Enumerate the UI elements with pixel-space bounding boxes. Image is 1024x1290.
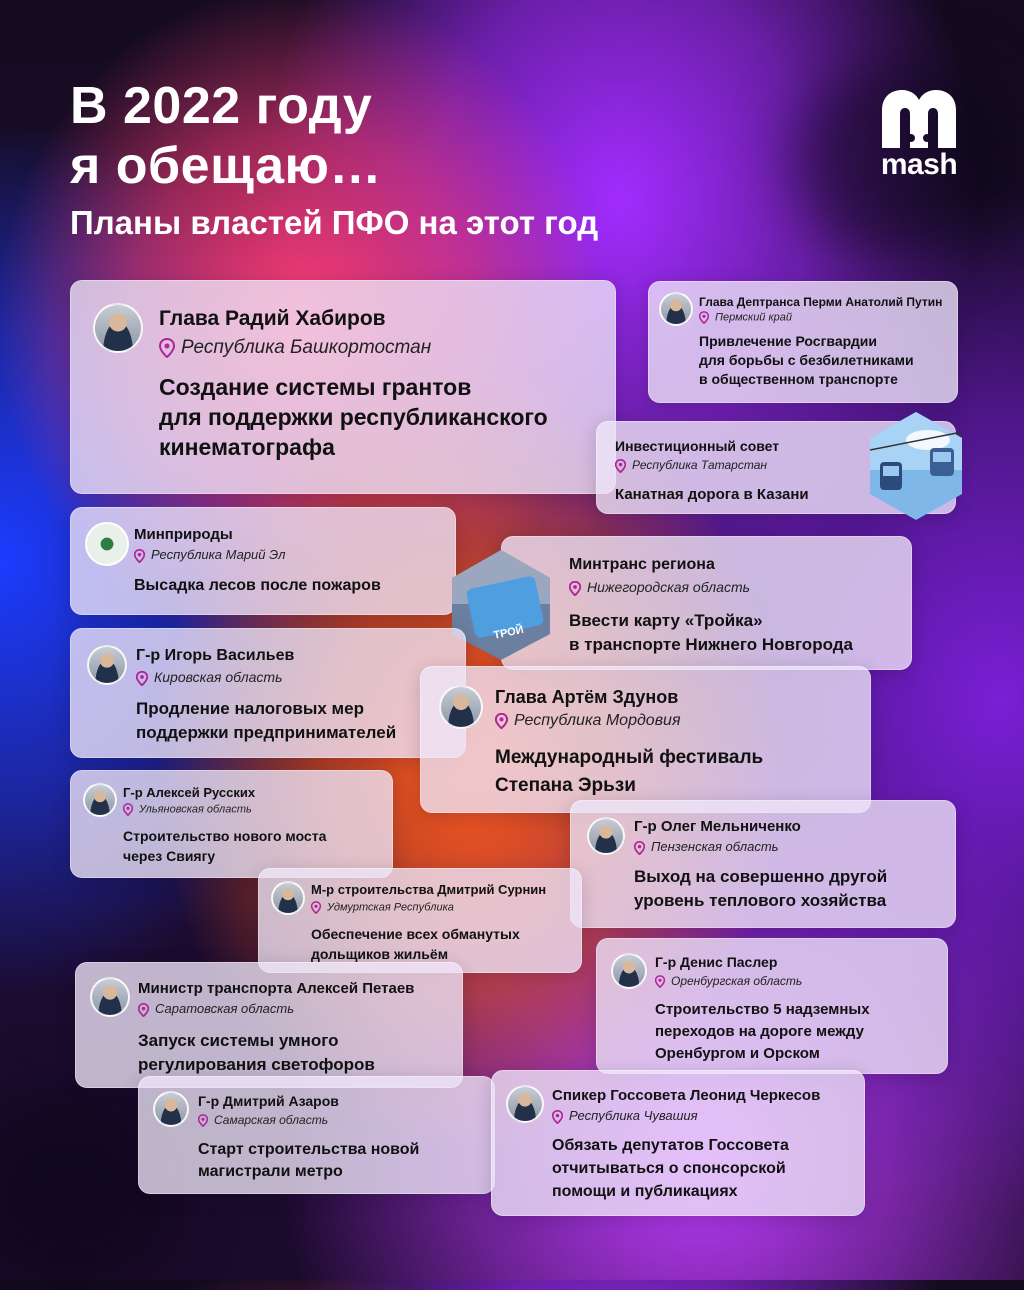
card-description: Продление налоговых мер поддержки предпринимателей xyxy=(136,699,397,742)
card-description: Выход на совершенно другой уровень теплового хозяйства xyxy=(634,867,888,910)
card-author: Г-р Олег Мельниченко xyxy=(634,818,801,835)
title-line-1: В 2022 году xyxy=(70,77,373,135)
mash-logo xyxy=(876,88,962,184)
location-pin-icon xyxy=(134,549,145,563)
card-region: Республика Башкортостан xyxy=(159,337,431,359)
card-description: Обеспечение всех обманутых дольщиков жильём xyxy=(311,926,520,962)
card-azarov xyxy=(138,1076,495,1194)
card-description: Ввести карту «Тройка» в транспорте Нижнего Новгорода xyxy=(569,611,853,654)
card-author: Г-р Дмитрий Азаров xyxy=(198,1093,339,1109)
avatar xyxy=(83,783,117,817)
card-author: Глава Дептранса Перми Анатолий Путин xyxy=(699,295,943,309)
card-author: Глава Радий Хабиров xyxy=(159,307,386,330)
card-author: Министр транспорта Алексей Петаев xyxy=(138,980,415,997)
cable-car-image xyxy=(866,410,966,522)
card-nizhny-novgorod xyxy=(501,536,912,670)
card-description: Строительство нового моста через Свиягу xyxy=(123,828,327,864)
avatar xyxy=(90,977,130,1017)
card-author: М-р строительства Дмитрий Сурнин xyxy=(311,882,547,897)
card-description: Обязать депутатов Госсовета отчитываться о спонсорской помощи и публикациях xyxy=(552,1137,789,1200)
card-region: Самарская область xyxy=(198,1113,328,1127)
card-description: Строительство 5 надземных переходов на дороге между Оренбургом и Орском xyxy=(655,1001,870,1062)
location-pin-icon xyxy=(136,671,148,686)
location-pin-icon xyxy=(634,841,645,855)
card-surnin xyxy=(258,868,582,973)
card-description: Создание системы грантов для поддержки республиканского кинематографа xyxy=(159,374,548,460)
avatar xyxy=(659,292,693,326)
card-author: Г-р Алексей Русских xyxy=(123,785,256,800)
card-vasilyev xyxy=(70,628,466,758)
card-melnichenko xyxy=(570,800,956,928)
page-title xyxy=(70,76,382,196)
avatar xyxy=(506,1085,544,1123)
card-region: Кировская область xyxy=(136,669,282,686)
card-region: Оренбургская область xyxy=(655,974,802,988)
avatar xyxy=(611,953,647,989)
card-region: Пермский край xyxy=(699,311,792,324)
location-pin-icon xyxy=(123,803,133,816)
card-region: Республика Татарстан xyxy=(615,458,767,473)
mash-logo-text: mash xyxy=(880,148,958,181)
card-region: Саратовская область xyxy=(138,1001,294,1017)
location-pin-icon xyxy=(495,713,508,729)
card-region: Удмуртская Республика xyxy=(311,901,454,914)
card-khabirov xyxy=(70,280,616,494)
card-author: Инвестиционный совет xyxy=(615,438,780,454)
page-subtitle: Планы властей ПФО на этот год xyxy=(70,204,599,241)
emblem-icon xyxy=(85,522,129,566)
card-russkikh xyxy=(70,770,393,878)
location-pin-icon xyxy=(569,581,581,596)
card-region: Республика Чувашия xyxy=(552,1108,698,1124)
card-author: Минтранс региона xyxy=(569,556,715,573)
card-author: Г-р Игорь Васильев xyxy=(136,647,295,664)
card-petaev xyxy=(75,962,463,1088)
location-pin-icon xyxy=(552,1110,563,1124)
card-putin-perm xyxy=(648,281,958,403)
card-pasler xyxy=(596,938,948,1074)
card-description: Высадка лесов после пожаров xyxy=(134,577,381,594)
card-region: Республика Мордовия xyxy=(495,712,681,730)
card-region: Республика Марий Эл xyxy=(134,547,285,563)
card-region: Пензенская область xyxy=(634,839,779,855)
avatar xyxy=(93,303,143,353)
card-mari-el xyxy=(70,507,456,615)
avatar xyxy=(439,685,483,729)
card-region: Нижегородская область xyxy=(569,579,750,596)
card-description: Привлечение Росгвардии для борьбы с безбилетниками в общественном транспорте xyxy=(699,333,914,387)
card-description: Старт строительства новой магистрали метро xyxy=(198,1141,420,1180)
card-zdunov xyxy=(420,666,871,813)
mash-m-icon xyxy=(876,88,962,150)
card-region: Ульяновская область xyxy=(123,803,252,816)
location-pin-icon xyxy=(159,338,175,358)
avatar xyxy=(87,645,127,685)
card-description: Международный фестиваль Степана Эрьзи xyxy=(495,747,764,796)
avatar xyxy=(153,1091,189,1127)
avatar xyxy=(271,881,305,915)
location-pin-icon xyxy=(699,311,709,324)
card-author: Г-р Денис Паслер xyxy=(655,954,778,970)
card-author: Глава Артём Здунов xyxy=(495,687,679,707)
location-pin-icon xyxy=(138,1003,149,1017)
location-pin-icon xyxy=(655,975,665,988)
card-author: Минприроды xyxy=(134,526,233,543)
title-line-2: я обещаю… xyxy=(70,137,382,195)
location-pin-icon xyxy=(311,901,321,914)
card-cherkesov xyxy=(491,1070,865,1216)
card-author: Спикер Госсовета Леонид Черкесов xyxy=(552,1087,821,1104)
location-pin-icon xyxy=(615,459,626,473)
avatar xyxy=(587,817,625,855)
card-description: Канатная дорога в Казани xyxy=(615,486,809,503)
card-description: Запуск системы умного регулирования светофоров xyxy=(138,1031,375,1074)
location-pin-icon xyxy=(198,1114,208,1127)
troika-card-label: ТРОЙ xyxy=(492,623,525,642)
